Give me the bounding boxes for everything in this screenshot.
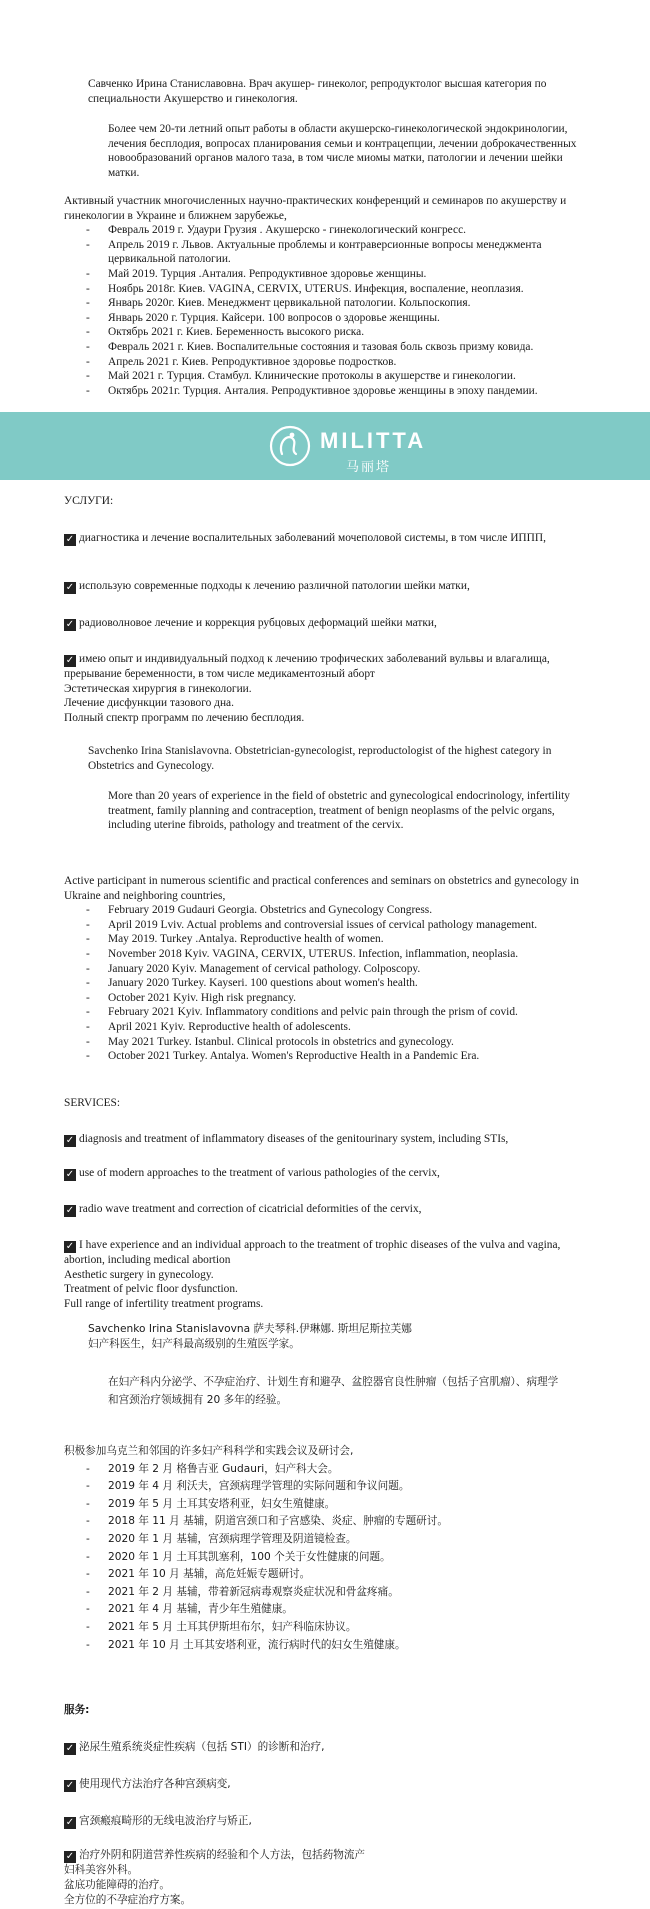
list-item: - 2021 年 5 月 土耳其伊斯坦布尔，妇产科临床协议。 [86, 1620, 357, 1633]
check-box-icon: ✓ [65, 655, 75, 666]
list-item: - February 2019 Gudauri Georgia. Obstetrics and Gynecology Congress. [86, 904, 433, 917]
check-box-icon: ✓ [65, 1169, 75, 1180]
cn-intro-experience: 在妇产科内分泌学、不孕症治疗、计划生育和避孕、盆腔器官良性肿瘤（包括子宫肌瘤）、病理学和宫颈治疗领域拥有 20 多年的经验。 [108, 1376, 559, 1406]
list-item: - 2020 年 1 月 基辅，宫颈病理学管理及阴道镜检查。 [86, 1532, 357, 1545]
list-item: - Апрель 2021 г. Киев. Репродуктивное здоровье подростков. [86, 355, 397, 368]
en-intro-experience: More than 20 years of experience in the field of obstetric and gynecological endocrinology, infertility treatment, family planning and contraception, treatment of benign neoplasms of the pelvic organs, including uterine fibroids, pathology and treatment of the cervix. [108, 790, 571, 832]
cn-conferences [64, 1443, 584, 1654]
cn-conf-intro: 积极参加乌克兰和邻国的许多妇产科科学和实践会议及研讨会, [64, 1445, 354, 1457]
list-item: - Май 2019. Турция .Анталия. Репродуктивное здоровье женщины. [86, 267, 427, 280]
cn-service-3: ✓ 宫颈瘢痕畸形的无线电波治疗与矫正, [65, 1815, 252, 1828]
list-item: - 2021 年 2 月 基辅，带着新冠病毒观察炎症状况和骨盆疼痛。 [86, 1585, 399, 1598]
list-item: - October 2021 Turkey. Antalya. Women's Reproductive Health in a Pandemic Era. [86, 1050, 480, 1063]
list-item: - January 2020 Turkey. Kayseri. 100 questions about women's health. [86, 977, 418, 990]
cn-extra-1: 妇科美容外科。 [64, 1864, 139, 1876]
en-service-1: ✓ diagnosis and treatment of inflammatory diseases of the genitourinary system, including STIs, [65, 1133, 509, 1146]
list-item: - Ноябрь 2018г. Киев. VAGINA, CERVIX, UTERUS. Инфекция, воспаление, неоплазия. [86, 282, 524, 295]
cn-service-4: ✓ 治疗外阴和阴道营养性疾病的经验和个人方法，包括药物流产 妇科美容外科。 盆底功能障碍的治疗。 全方位的不孕症治疗方案。 [64, 1848, 584, 1908]
check-box-icon: ✓ [65, 1205, 75, 1216]
cn-intro-name: Savchenko Irina Stanislavovna 萨夫琴科.伊琳娜. 斯坦尼斯拉芙娜 妇产科医生，妇产科最高级别的生殖医学家。 [88, 1322, 568, 1351]
list-item: - 2019 年 2 月 格鲁吉亚 Gudauri，妇产科大会。 [86, 1462, 339, 1475]
en-services-title: SERVICES: [64, 1097, 121, 1109]
cn-services-title: 服务: [64, 1704, 90, 1716]
ru-extra-3: Полный спектр программ по лечению бесплодия. [64, 711, 305, 724]
check-box-icon: ✓ [65, 1241, 75, 1252]
en-intro-name: Savchenko Irina Stanislavovna. Obstetrician-gynecologist, reproductologist of the highest category in Obstetrics and Gynecology. [88, 745, 552, 772]
cn-intro-title: 妇产科医生，妇产科最高级别的生殖医学家。 [88, 1337, 300, 1350]
list-item: - Февраль 2021 г. Киев. Воспалительные состояния и тазовая боль сквозь призму ковида. [86, 340, 534, 353]
list-item: - October 2021 Kyiv. High risk pregnancy. [86, 991, 297, 1004]
list-item: - Октябрь 2021г. Турция. Анталия. Репродуктивное здоровье женщины в эпоху пандемии. [86, 384, 538, 397]
list-item: - April 2019 Lviv. Actual problems and controversial issues of cervical pathology management. [86, 918, 538, 931]
en-service-4: ✓ I have experience and an individual approach to the treatment of trophic diseases of the vulva and vagina, abortion, including medical abortion Aesthetic surgery in gynecology. Treatment of pelvic floor dysfunction. Full range of infertility treatment programs. [64, 1238, 584, 1311]
list-item: - Апрель 2019 г. Львов. Актуальные проблемы и контраверсионные вопросы менеджмента цервикальной патологии. [86, 238, 542, 266]
list-item: - 2019 年 5 月 土耳其安塔利亚，妇女生殖健康。 [86, 1497, 336, 1510]
list-item: - 2021 年 10 月 土耳其安塔利亚，流行病时代的妇女生殖健康。 [86, 1638, 406, 1651]
ru-service-1: ✓ диагностика и лечение воспалительных заболеваний мочеполовой системы, в том числе ИППП, [65, 532, 546, 545]
list-item: - Май 2021 г. Турция. Стамбул. Клинические протоколы в акушерстве и гинекологии. [86, 370, 516, 383]
list-item: - April 2021 Kyiv. Reproductive health of adolescents. [86, 1020, 351, 1033]
en-conf-intro: Active participant in numerous scientific and practical conferences and seminars on obstetrics and gynecology in Ukraine and neighboring countries, [64, 875, 579, 902]
en-extra-3: Full range of infertility treatment programs. [64, 1297, 264, 1310]
list-item: - Январь 2020 г. Турция. Кайсери. 100 вопросов о здоровье женщины. [86, 311, 440, 324]
en-service-3: ✓ radio wave treatment and correction of cicatricial deformities of the cervix, [65, 1203, 422, 1216]
ru-conf-intro: Активный участник многочисленных научно-практических конференций и семинаров по акушерству и гинекологии в Украине и ближнем зарубежье, [64, 195, 567, 222]
ru-intro-name: Савченко Ирина Станиславовна. Врач акушер- гинеколог, репродуктолог высшая категория по специальности Акушерство и гинекология. [88, 78, 547, 105]
ru-service-2: ✓ использую современные подходы к лечению различной патологии шейки матки, [65, 580, 470, 593]
check-box-icon: ✓ [65, 619, 75, 630]
list-item: - Октябрь 2021 г. Киев. Беременность высокого риска. [86, 326, 365, 339]
militta-logo-icon [268, 424, 312, 468]
cn-extra-2: 盆底功能障碍的治疗。 [64, 1879, 170, 1891]
ru-extra-2: Лечение дисфункции тазового дна. [64, 697, 234, 710]
check-box-icon: ✓ [65, 1780, 75, 1791]
ru-conferences [64, 194, 584, 398]
check-box-icon: ✓ [65, 1817, 75, 1828]
list-item: - May 2021 Turkey. Istanbul. Clinical protocols in obstetrics and gynecology. [86, 1035, 454, 1048]
en-extra-1: Aesthetic surgery in gynecology. [64, 1268, 214, 1281]
check-box-icon: ✓ [65, 1135, 75, 1146]
ru-extra-1: Эстетическая хирургия в гинекологии. [64, 682, 252, 695]
list-item: - May 2019. Turkey .Antalya. Reproductive health of women. [86, 933, 384, 946]
cn-service-1: ✓ 泌尿生殖系统炎症性疾病（包括 STI）的诊断和治疗, [65, 1741, 325, 1754]
ru-service-3: ✓ радиоволновое лечение и коррекция рубцовых деформаций шейки матки, [65, 617, 437, 630]
list-item: - February 2021 Kyiv. Inflammatory conditions and pelvic pain through the prism of covid. [86, 1006, 518, 1019]
list-item: - 2021 年 4 月 基辅，青少年生殖健康。 [86, 1603, 293, 1616]
check-box-icon: ✓ [65, 1851, 75, 1862]
check-box-icon: ✓ [65, 1743, 75, 1754]
list-item: - 2020 年 1 月 土耳其凯塞利，100 个关于女性健康的问题。 [86, 1550, 391, 1563]
cn-service-2: ✓ 使用现代方法治疗各种宫颈病变, [65, 1778, 231, 1791]
list-item: - 2018 年 11 月 基辅，阴道宫颈口和子宫感染、炎症、肿瘤的专题研讨。 [86, 1515, 448, 1528]
cn-extra-3: 全方位的不孕症治疗方案。 [64, 1894, 192, 1906]
list-item: - January 2020 Kyiv. Management of cervical pathology. Colposcopy. [86, 962, 421, 975]
list-item: - 2021 年 10 月 基辅，高危妊娠专题研讨。 [86, 1568, 311, 1581]
list-item: - 2019 年 4 月 利沃夫，宫颈病理学管理的实际问题和争议问题。 [86, 1480, 410, 1493]
ru-intro-experience: Более чем 20-ти летний опыт работы в области акушерско-гинекологической эндокринологии, лечения бесплодия, вопросах планирования семьи и контрацепции, лечении доброкачественных новообразований органов малого таза, в том числе миомы матки, патологии и лечении шейки матки. [108, 123, 577, 179]
watermark-sub: 马丽塔 [346, 459, 392, 474]
ru-service-4: ✓ имею опыт и индивидуальный подход к лечению трофических заболеваний вульвы и влагалища, прерывание беременности, в том числе медикаментозный аборт Эстетическая хирургия в гинекологии. Лечение дисфункции тазового дна. Полный спектр программ по лечению бесплодия. [64, 652, 574, 725]
militta-logo [268, 418, 427, 476]
en-conferences [64, 874, 584, 1064]
en-extra-2: Treatment of pelvic floor dysfunction. [64, 1283, 238, 1296]
list-item: - November 2018 Kyiv. VAGINA, CERVIX, UTERUS. Infection, inflammation, neoplasia. [86, 947, 519, 960]
check-box-icon: ✓ [65, 582, 75, 593]
en-service-2: ✓ use of modern approaches to the treatment of various pathologies of the cervix, [65, 1167, 440, 1180]
check-box-icon: ✓ [65, 534, 75, 545]
list-item: - Январь 2020г. Киев. Менеджмент цервикальной патологии. Кольпоскопия. [86, 297, 471, 310]
ru-services-title: УСЛУГИ: [64, 495, 114, 507]
watermark-name: MILITTA [320, 428, 427, 453]
list-item: - Февраль 2019 г. Удаури Грузия . Акушерско - гинекологический конгресс. [86, 224, 466, 237]
